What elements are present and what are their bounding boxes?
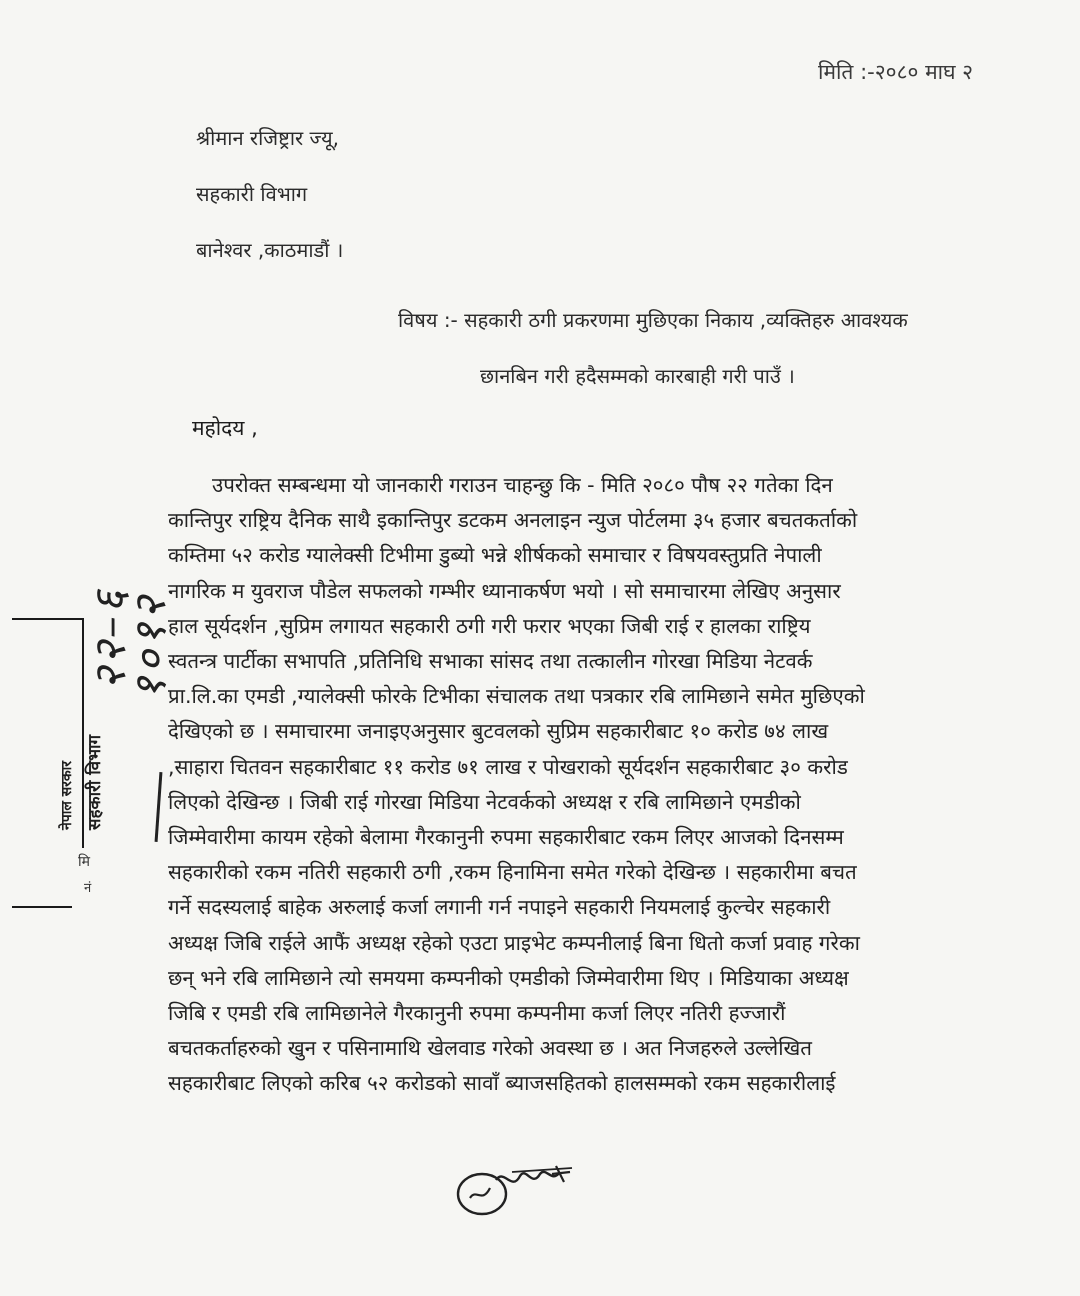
- registration-stamp: [12, 618, 105, 848]
- subject-line-1: विषय :- सहकारी ठगी प्रकरणमा मुछिएका निकाय ,व्यक्तिहरु आवश्यक: [398, 308, 908, 332]
- body-line: नागरिक म युवराज पौडेल सफलको गम्भीर ध्यानाकर्षण भयो । सो समाचारमा लेखिए अनुसार: [168, 578, 841, 603]
- signature-mark: [452, 1158, 602, 1220]
- body-line: हाल सूर्यदर्शन ,सुप्रिम लगायत सहकारी ठगी गरी फरार भएका जिबी राई र हालका राष्ट्रिय: [168, 613, 811, 638]
- stamp-underline: [12, 906, 72, 908]
- salutation: महोदय ,: [192, 416, 258, 440]
- body-line: जिम्मेवारीमा कायम रहेको बेलामा गैरकानुनी रुपमा सहकारीबाट रकम लिएर आजको दिनसम्म: [168, 825, 844, 850]
- body-line: उपरोक्त सम्बन्धमा यो जानकारी गराउन चाहन्छु कि - मिति २०८० पौष २२ गतेका दिन: [212, 473, 833, 497]
- body-line: सहकारीको रकम नतिरी सहकारी ठगी ,रकम हिनामिना समेत गरेको देखिन्छ । सहकारीमा बचत: [168, 860, 857, 885]
- body-line: गर्ने सदस्यलाई बाहेक अरुलाई कर्जा लगानी गर्न नपाइने सहकारी नियमलाई कुल्चेर सहकारी: [168, 895, 831, 920]
- registration-number-part-1: २२–६: [85, 587, 136, 690]
- subject-line-2: छानबिन गरी हदैसम्मको कारबाही गरी पाउँ ।: [480, 364, 795, 388]
- stamp-mark-2: नं: [84, 881, 92, 896]
- letter-date: मिति :-२०८० माघ २: [818, 60, 974, 84]
- body-line: अध्यक्ष जिबि राईले आफैं अध्यक्ष रहेको एउटा प्राइभेट कम्पनीलाई बिना धितो कर्जा प्रवाह गरेका: [168, 930, 860, 955]
- body-line: ,साहारा चितवन सहकारीबाट ११ करोड ७१ लाख र पोखराको सूर्यदर्शन सहकारीबाट ३० करोड: [168, 754, 848, 779]
- body-line: बचतकर्ताहरुको खुन र पसिनामाथि खेलवाड गरेको अवस्था छ । अत निजहरुले उल्लेखित: [168, 1036, 812, 1061]
- body-line: कान्तिपुर राष्ट्रिय दैनिक साथै इकान्तिपुर डटकम अनलाइन न्युज पोर्टलमा ३५ हजार बचतकर्ताको: [168, 508, 858, 533]
- registration-stroke: [155, 772, 163, 842]
- recipient-line-1: श्रीमान रजिष्ट्रार ज्यू,: [196, 126, 339, 150]
- recipient-line-3: बानेश्वर ,काठमाडौं ।: [196, 238, 344, 262]
- subject-block: [398, 292, 1028, 404]
- body-line: स्वतन्त्र पार्टीका सभापति ,प्रतिनिधि सभाका सांसद तथा तत्कालीन गोरखा मिडिया नेटवर्क: [168, 649, 813, 674]
- body-line: देखिएको छ । समाचारमा जनाइएअनुसार बुटवलको सुप्रिम सहकारीबाट १० करोड ७४ लाख: [168, 719, 829, 744]
- stamp-line-1: नेपाल सरकार: [59, 760, 75, 830]
- body-line: प्रा.लि.का एमडी ,ग्यालेक्सी फोरके टिभीका संचालक तथा पत्रकार रबि लामिछाने समेत मुछिएको: [168, 684, 865, 709]
- body-line: सहकारीबाट लिएको करिब ५२ करोडको सावाँ ब्याजसहितको हालसम्मको रकम सहकारीलाई: [168, 1071, 836, 1096]
- body-line: कम्तिमा ५२ करोड ग्यालेक्सी टिभीमा डुब्यो भन्ने शीर्षकको समाचार र विषयवस्तुप्रति नेपाली: [168, 543, 822, 568]
- stamp-line-2: सहकारी विभाग: [85, 734, 105, 830]
- letter-body: [168, 468, 1028, 1102]
- body-line: जिबि र एमडी रबि लामिछानेले गैरकानुनी रुपमा कम्पनीमा कर्जा लिएर नतिरी हज्जारौं: [168, 1001, 786, 1026]
- body-line: छन् भने रबि लामिछाने त्यो समयमा कम्पनीको एमडीको जिम्मेवारीमा थिए । मिडियाका अध्यक्ष: [168, 965, 849, 990]
- registration-number-part-2: १०१२: [125, 592, 176, 700]
- recipient-line-2: सहकारी विभाग: [196, 182, 308, 206]
- stamp-mark-1: मि: [78, 854, 90, 870]
- body-line: लिएको देखिन्छ । जिबी राई गोरखा मिडिया नेटवर्कको अध्यक्ष र रबि लामिछाने एमडीको: [168, 789, 801, 814]
